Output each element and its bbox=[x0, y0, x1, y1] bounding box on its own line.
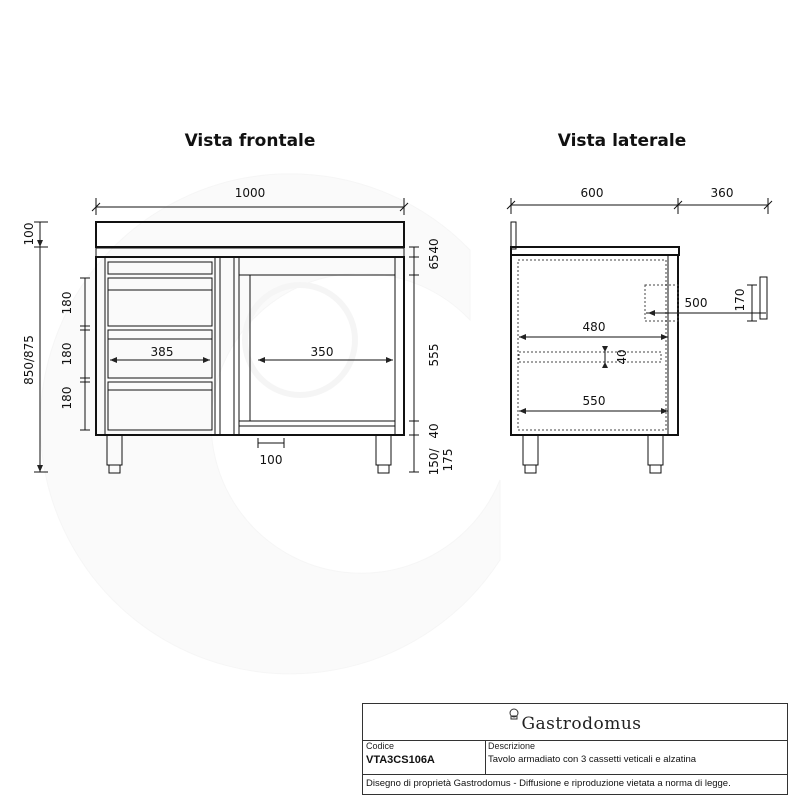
dim-door-width: 350 bbox=[310, 345, 334, 359]
dim-foot-height-b: 175 bbox=[441, 448, 455, 472]
dim-drawer-width: 385 bbox=[150, 345, 174, 359]
dim-shelf-thickness: 40 bbox=[615, 349, 629, 365]
dim-drawer-height-2: 180 bbox=[60, 342, 74, 366]
dim-top-gap: 40 bbox=[427, 238, 441, 254]
dim-top-thickness: 65 bbox=[427, 254, 441, 270]
dim-depth: 600 bbox=[580, 186, 604, 200]
ownership-notice: Disegno di proprietà Gastrodomus - Diffusione e riproduzione vietata a norma di legge. bbox=[366, 778, 731, 789]
product-description: Tavolo armadiato con 3 cassetti veticali e alzatina bbox=[488, 754, 697, 765]
description-label: Descrizione bbox=[488, 741, 536, 751]
title-block bbox=[362, 703, 788, 795]
side-view-title: Vista laterale bbox=[557, 131, 687, 151]
dim-total-height: 850/875 bbox=[22, 335, 36, 385]
dim-shelf-depth: 480 bbox=[582, 320, 606, 334]
dim-drawer-height-3: 180 bbox=[60, 386, 74, 410]
dim-width-total: 1000 bbox=[234, 186, 266, 200]
dim-drawer-extension: 360 bbox=[710, 186, 734, 200]
dim-base-depth: 550 bbox=[582, 394, 606, 408]
product-code: VTA3CS106A bbox=[366, 754, 435, 766]
code-label: Codice bbox=[366, 741, 395, 751]
side-view bbox=[507, 186, 772, 473]
description-cell bbox=[485, 740, 787, 775]
dim-foot-height-a: 150/ bbox=[427, 448, 441, 476]
code-cell bbox=[363, 740, 486, 775]
dim-foot-height bbox=[427, 445, 455, 476]
brand-name: Gastrodomus bbox=[521, 714, 642, 734]
dim-upstand-height: 100 bbox=[22, 222, 36, 246]
chef-hat-icon bbox=[508, 708, 520, 720]
dim-inner-height: 555 bbox=[427, 343, 441, 367]
dim-drawer-depth: 500 bbox=[684, 296, 708, 310]
front-view-title: Vista frontale bbox=[184, 131, 316, 151]
brand-logo bbox=[363, 704, 787, 741]
dim-foot-width: 100 bbox=[259, 453, 283, 467]
dim-drawer-height-1: 180 bbox=[60, 291, 74, 315]
dim-drawer-height: 170 bbox=[733, 288, 747, 312]
dim-bottom-gap: 40 bbox=[427, 423, 441, 439]
